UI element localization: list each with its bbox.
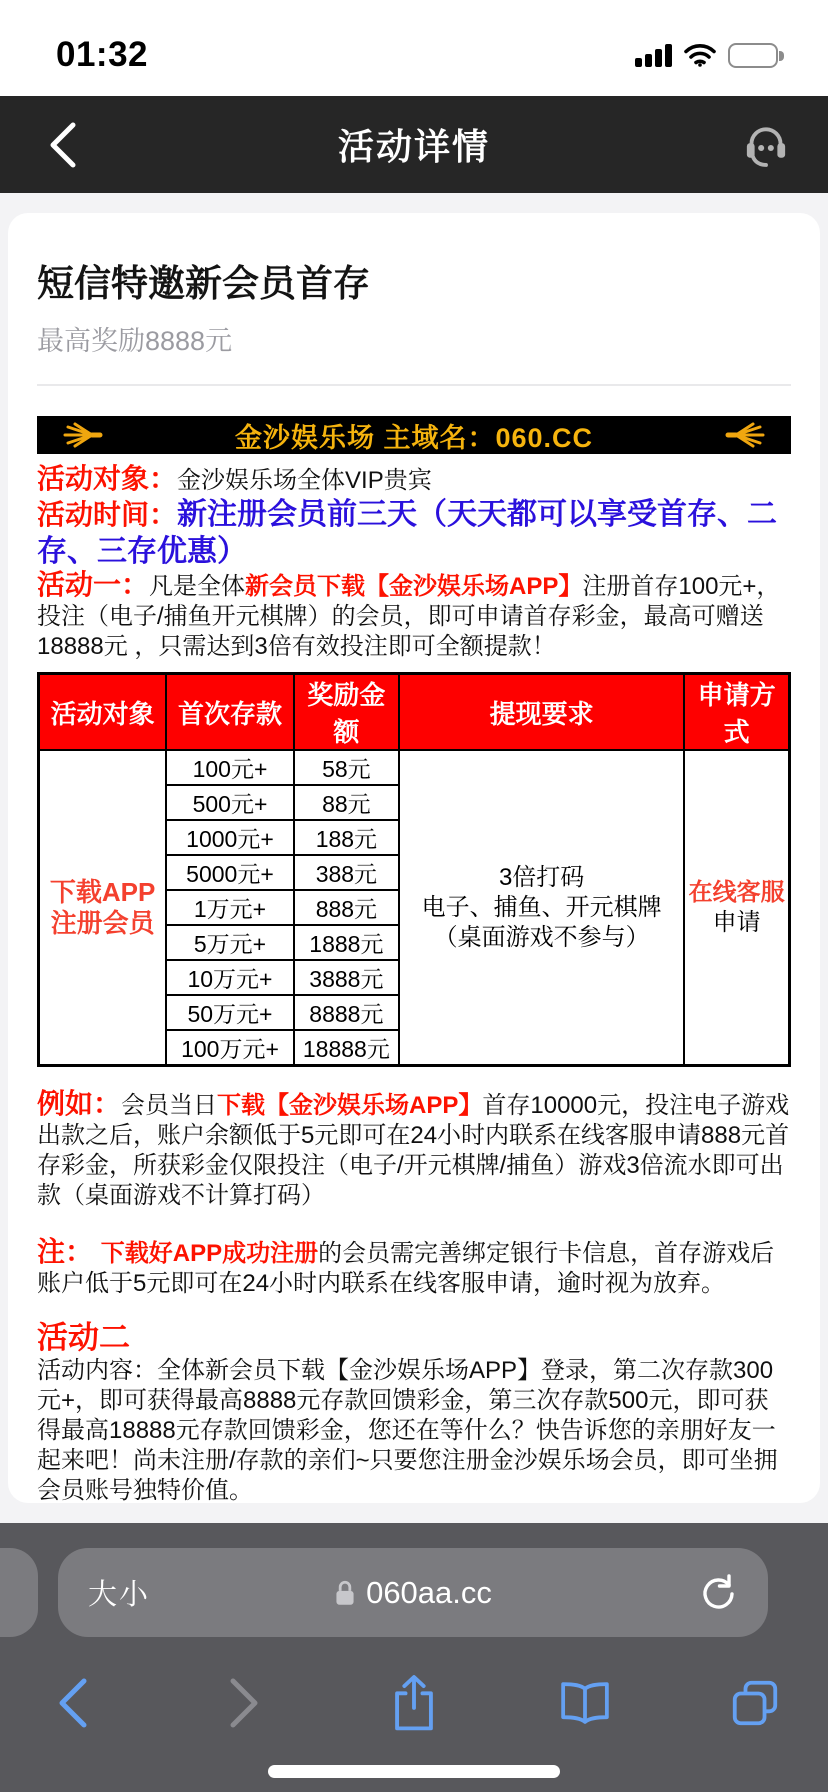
col-header: 奖励金额 <box>294 674 399 751</box>
deposit-cell: 50万元+ <box>166 995 294 1030</box>
article-title: 短信特邀新会员首存 <box>37 263 370 304</box>
history-forward-button[interactable] <box>209 1668 279 1738</box>
deposit-cell: 5000元+ <box>166 855 294 890</box>
gold-plume-icon <box>59 422 103 448</box>
note-paragraph <box>37 1237 791 1299</box>
withdraw-requirement-cell: 3倍打码 电子、捕鱼、开元棋牌 （桌面游戏不参与） <box>399 750 684 1066</box>
customer-service-button[interactable] <box>734 96 798 193</box>
bonus-cell: 3888元 <box>294 960 399 995</box>
chevron-left-icon <box>49 122 77 168</box>
text-size-button[interactable]: 大小 <box>88 1579 151 1611</box>
table-row <box>39 750 790 785</box>
member-cell: 下载APP 注册会员 <box>39 750 167 1066</box>
home-indicator[interactable] <box>268 1765 560 1778</box>
deposit-cell: 100万元+ <box>166 1030 294 1066</box>
deposit-cell: 1万元+ <box>166 890 294 925</box>
note-label: 注： <box>37 1236 101 1267</box>
clock: 01:32 <box>56 35 149 74</box>
example-label: 例如： <box>37 1088 122 1119</box>
history-back-button[interactable] <box>38 1668 108 1738</box>
gold-plume-icon <box>725 422 769 448</box>
open-book-icon <box>559 1680 611 1726</box>
deposit-cell: 1000元+ <box>166 820 294 855</box>
reload-button[interactable] <box>648 1571 738 1615</box>
example-highlight: 下载【金沙娱乐场APP】 <box>217 1092 483 1119</box>
reload-icon <box>698 1571 738 1615</box>
headset-icon <box>743 123 789 167</box>
banner-text: 金沙娱乐场 主域名：060.CC <box>234 422 594 453</box>
bonus-cell: 18888元 <box>294 1030 399 1066</box>
lock-icon <box>334 1578 356 1608</box>
col-header: 活动对象 <box>39 674 167 751</box>
table-header-row <box>39 674 790 751</box>
battery-icon <box>728 43 778 68</box>
bonus-cell: 388元 <box>294 855 399 890</box>
chevron-back-icon <box>57 1677 89 1729</box>
promo-article-card <box>8 213 820 1503</box>
url-text: 060aa.cc <box>366 1574 492 1610</box>
bookmarks-button[interactable] <box>550 1668 620 1738</box>
bonus-cell: 888元 <box>294 890 399 925</box>
col-header: 提现要求 <box>399 674 684 751</box>
target-label: 活动对象： <box>37 463 178 494</box>
activity1-highlight: 新会员下载【金沙娱乐场APP】 <box>245 573 583 600</box>
activity2-paragraph: 活动内容：全体新会员下载【金沙娱乐场APP】登录，第二次存款300元+，即可获得最高8888元存款回馈彩金，第三次存款500元，即可获得最高18888元存款回馈彩金，您还在等什么？快告诉您的亲朋好友一起来吧！尚未注册/存款的亲们~只要您注册金沙娱乐场会员，即可坐拥会员账号独特价值。 <box>37 1357 778 1503</box>
status-bar <box>0 0 828 96</box>
divider <box>37 384 791 386</box>
share-icon <box>392 1674 436 1732</box>
page-background <box>0 193 828 1503</box>
target-value: 金沙娱乐场全体VIP贵宾 <box>177 467 432 494</box>
article-subtitle: 最高奖励8888元 <box>37 326 233 356</box>
bonus-cell: 58元 <box>294 750 399 785</box>
deposit-cell: 500元+ <box>166 785 294 820</box>
col-header: 申请方式 <box>684 674 789 751</box>
bonus-cell: 1888元 <box>294 925 399 960</box>
page-title: 活动详情 <box>337 126 490 167</box>
target-line <box>37 464 791 496</box>
note-highlight: 下载好APP成功注册 <box>100 1240 319 1267</box>
adjacent-tab-stub[interactable] <box>0 1548 38 1637</box>
time-value: 新注册会员前三天（天天都可以享受首存、二存、三存优惠） <box>37 498 778 568</box>
deposit-cell: 100元+ <box>166 750 294 785</box>
back-button[interactable] <box>28 96 98 193</box>
example-text: 首存10000元，投注电子游戏出款之后，账户余额低于5元即可在24小时内联系在线客服申请888元首存彩金，所获彩金仅限投注（电子/开元棋牌/捕鱼）游戏3倍流水即可出款（桌面游戏不计算打码） <box>37 1092 790 1209</box>
deposit-cell: 10万元+ <box>166 960 294 995</box>
app-header <box>0 96 828 193</box>
example-text: 会员当日 <box>121 1092 218 1119</box>
activity1-text: 注册首存100元+，投注（电子/捕鱼开元棋牌）的会员，即可申请首存彩金，最高可赠送18888元 ，只需达到3倍有效投注即可全额提款！ <box>37 573 781 660</box>
deposit-cell: 5万元+ <box>166 925 294 960</box>
time-line <box>37 496 791 570</box>
tabs-icon <box>730 1678 780 1728</box>
activity2-title: 活动二 <box>37 1320 130 1355</box>
bonus-cell: 88元 <box>294 785 399 820</box>
cellular-signal-icon <box>635 44 672 67</box>
tabs-button[interactable] <box>720 1668 790 1738</box>
brand-banner <box>37 416 791 454</box>
safari-bottom-bar <box>0 1523 828 1792</box>
time-label: 活动时间： <box>37 499 178 530</box>
address-bar[interactable] <box>58 1548 768 1637</box>
activity1-text: 凡是全体 <box>149 573 246 600</box>
browser-toolbar <box>0 1648 828 1758</box>
wifi-icon <box>683 43 717 68</box>
apply-method-cell: 在线客服 申请 <box>684 750 789 1066</box>
first-deposit-table <box>37 672 791 1067</box>
note-text: 的会员需完善绑定银行卡信息，首存游戏后账户低于5元即可在24小时内联系在线客服申请，逾时视为放弃。 <box>37 1240 775 1297</box>
activity1-label: 活动一： <box>37 569 150 600</box>
activity1-paragraph <box>37 570 791 662</box>
col-header: 首次存款 <box>166 674 294 751</box>
share-button[interactable] <box>379 1668 449 1738</box>
chevron-forward-icon <box>228 1677 260 1729</box>
bonus-cell: 188元 <box>294 820 399 855</box>
bonus-cell: 8888元 <box>294 995 399 1030</box>
example-paragraph <box>37 1089 791 1211</box>
